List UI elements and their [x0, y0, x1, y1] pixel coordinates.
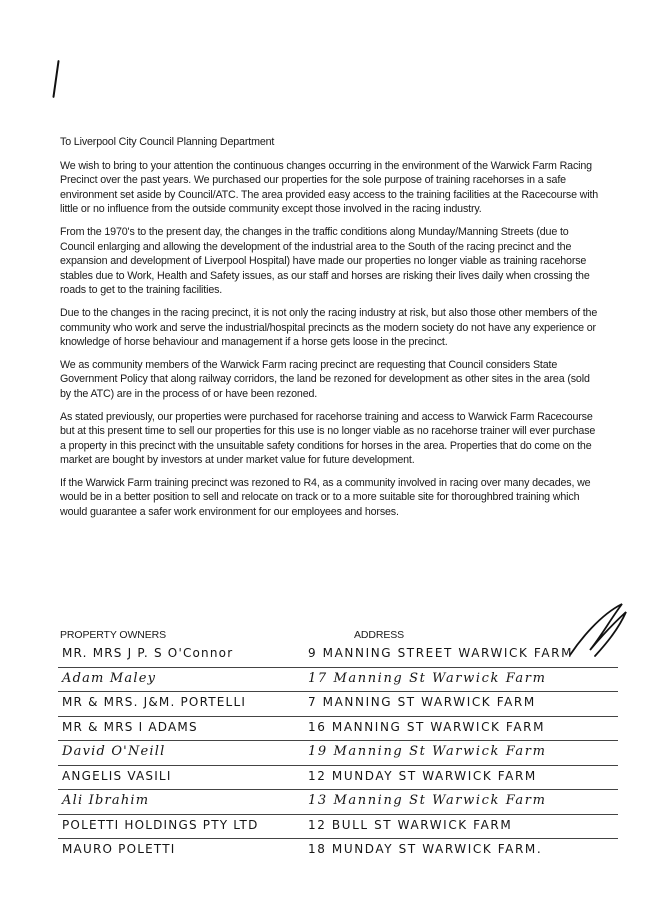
- signature-row: [58, 766, 618, 791]
- signature-row: [58, 741, 618, 766]
- owners-column-header: PROPERTY OWNERS: [60, 629, 167, 641]
- owner-address: 13 Manning St Warwick Farm: [308, 793, 547, 808]
- owner-address: 9 MANNING STREET WARWICK FARM: [308, 646, 574, 660]
- owner-address: 18 MUNDAY ST WARWICK FARM.: [308, 842, 543, 856]
- owner-name: ANGELIS VASILI: [62, 768, 172, 783]
- pen-mark: [52, 60, 59, 98]
- owner-name: POLETTI HOLDINGS PTY LTD: [62, 817, 259, 832]
- letter-paragraph: From the 1970's to the present day, the changes in the traffic conditions along Munday/Manning Streets (due to Council enlarging and allowing the development of the industrial area to the South of the racing precinct and the expansion and development of Liverpool Hospital) have made our properties no longer viable as training racehorse stables due to Work, Health and Safety issues, as our staff and horses are risking their lives daily when crossing the roads to get to the training facilities.: [60, 225, 590, 297]
- signature-row: [58, 692, 618, 717]
- owner-address: 7 MANNING ST WARWICK FARM: [308, 695, 536, 709]
- owner-address: 12 MUNDAY ST WARWICK FARM: [308, 768, 537, 783]
- owner-name: MR. MRS J P. S O'Connor: [62, 646, 234, 660]
- signature-row: [58, 815, 618, 840]
- letter-paragraph: As stated previously, our properties were purchased for racehorse training and access to Warwick Farm Racecourse but at this present time to sell our properties for this use is no longer viable as no racehorse trainer will ever purchase a property in this precinct with the unsuitable safety conditions for horses in the area. Properties that do come on the market are bought by investors at under market value for future development.: [60, 410, 596, 467]
- letter-paragraph: If the Warwick Farm training precinct was rezoned to R4, as a community involved in racing over many decades, we would be in a better position to sell and relocate on track or to a more suitable site for thoroughbred training which would guarantee a safer work environment for our employees and horses.: [60, 476, 591, 519]
- owner-name: Ali Ibrahim: [62, 793, 150, 808]
- signature-row: [58, 668, 618, 693]
- owner-name: MAURO POLETTI: [62, 842, 176, 856]
- owner-name: David O'Neill: [62, 744, 166, 759]
- address-column-header: ADDRESS: [354, 629, 405, 641]
- letter-body: [60, 135, 600, 528]
- owner-name: MR & MRS. J&M. PORTELLI: [62, 695, 247, 709]
- letter-paragraph: Due to the changes in the racing precinct, it is not only the racing industry at risk, but also those other members of the community who work and serve the industrial/hospital precincts as the modern society do not have any experience or knowledge of horse behaviour and management if a horse gets loose in the precinct.: [60, 306, 598, 349]
- letter-heading: To Liverpool City Council Planning Department: [60, 136, 275, 148]
- owner-address: 12 BULL ST WARWICK FARM: [308, 817, 513, 832]
- owner-name: MR & MRS I ADAMS: [62, 719, 198, 734]
- owner-address: 17 Manning St Warwick Farm: [308, 670, 547, 686]
- signature-row: [58, 643, 618, 668]
- owner-name: Adam Maley: [62, 670, 157, 686]
- signature-row: [58, 839, 618, 863]
- signature-scribble: [560, 600, 630, 660]
- letter-paragraph: We as community members of the Warwick Farm racing precinct are requesting that Council considers State Government Policy that along railway corridors, the land be rezoned for development as other sites in the area (sold by the ATC) are in the process of or have been rezoned.: [60, 358, 590, 400]
- signature-row: [58, 790, 618, 815]
- signature-table: [58, 627, 618, 863]
- owner-address: 19 Manning St Warwick Farm: [308, 744, 547, 759]
- signature-row: [58, 717, 618, 742]
- owner-address: 16 MANNING ST WARWICK FARM: [308, 719, 546, 734]
- letter-paragraph: We wish to bring to your attention the continuous changes occurring in the environment of the Warwick Farm Racing Precinct over the past years. We purchased our properties for the sole purpose of training racehorses in a safe environment set aside by Council/ATC. The area provided easy access to the training facilities at the Racecourse with little or no influence from the outside community except those involved in the racing industry.: [60, 159, 599, 216]
- signature-table-header: [58, 627, 618, 643]
